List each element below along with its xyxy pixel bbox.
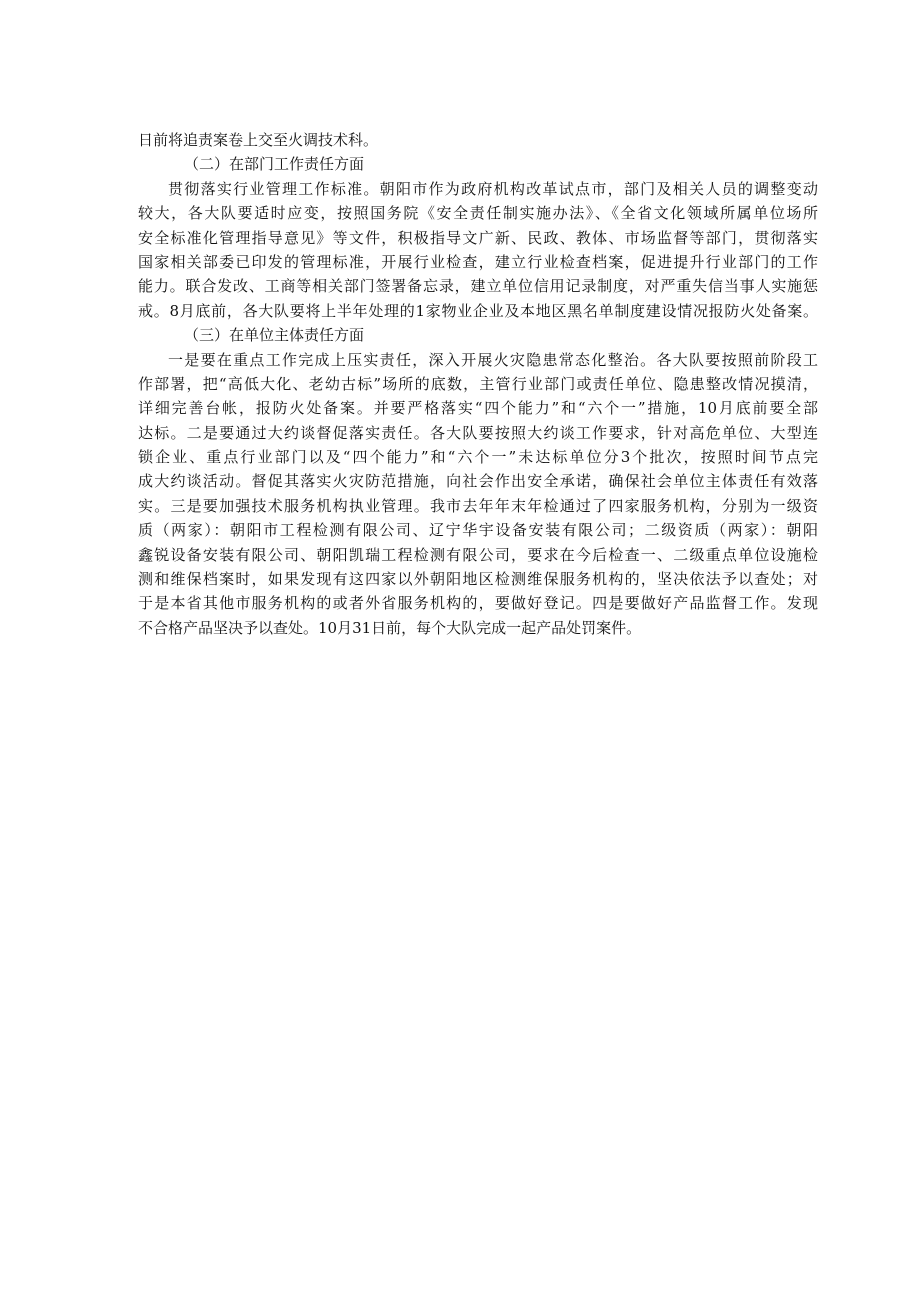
paragraph-line: 详细完善台帐，报防火处备案。并要严格落实“四个能力”和“六个一”措施，10月底前要全部: [138, 399, 818, 418]
paragraph-line: 戒。8月底前，各大队要将上半年处理的1家物业企业及本地区黑名单制度建设情况报防火处备案。: [138, 301, 818, 320]
paragraph-line: 实。三是要加强技术服务机构执业管理。我市去年年末年检通过了四家服务机构，分别为一级资: [138, 496, 818, 515]
paragraph-line: 测和维保档案时，如果发现有这四家以外朝阳地区检测维保服务机构的，坚决依法予以查处；对: [138, 570, 818, 589]
paragraph-line: 鑫锐设备安装有限公司、朝阳凯瑞工程检测有限公司，要求在今后检查一、二级重点单位设施检: [138, 545, 818, 564]
paragraph-line: 成大约谈活动。督促其落实火灾防范措施，向社会作出安全承诺，确保社会单位主体责任有效落: [138, 472, 818, 491]
paragraph-line: 作部署，把“高低大化、老幼古标”场所的底数，主管行业部门或责任单位、隐患整改情况摸清，: [138, 374, 818, 393]
section-heading-units: （三）在单位主体责任方面: [184, 326, 365, 345]
paragraph-line-last: 不合格产品坚决予以查处。10月31日前，每个大队完成一起产品处罚案件。: [138, 618, 642, 637]
paragraph-line: 质（两家）：朝阳市工程检测有限公司、辽宁华宇设备安装有限公司；二级资质（两家）：朝阳: [138, 521, 818, 540]
paragraph-line: 达标。二是要通过大约谈督促落实责任。各大队要按照大约谈工作要求，针对高危单位、大型连: [138, 423, 818, 442]
paragraph-line: 较大，各大队要适时应变，按照国务院《安全责任制实施办法》、《全省文化领域所属单位场所: [138, 204, 818, 223]
paragraph-line: 锁企业、重点行业部门以及“四个能力”和“六个一”未达标单位分3个批次，按照时间节点完: [138, 448, 818, 467]
section-heading-departments: （二）在部门工作责任方面: [184, 155, 365, 174]
paragraph-line: 一是要在重点工作完成上压实责任，深入开展火灾隐患常态化整治。各大队要按照前阶段工: [168, 350, 818, 369]
paragraph-line: 国家相关部委已印发的管理标准，开展行业检查，建立行业检查档案，促进提升行业部门的工作: [138, 252, 818, 271]
text-line: 日前将追责案卷上交至火调技术科。: [138, 131, 379, 149]
paragraph-line: 能力。联合发改、工商等相关部门签署备忘录，建立单位信用记录制度，对严重失信当事人实施惩: [138, 277, 818, 296]
paragraph-line: 于是本省其他市服务机构的或者外省服务机构的，要做好登记。四是要做好产品监督工作。发现: [138, 594, 818, 613]
paragraph-line: 贯彻落实行业管理工作标准。朝阳市作为政府机构改革试点市，部门及相关人员的调整变动: [168, 179, 818, 198]
paragraph-line: 安全标准化管理指导意见》等文件，积极指导文广新、民政、教体、市场监督等部门，贯彻落实: [138, 228, 818, 247]
document-page: [138, 128, 818, 640]
